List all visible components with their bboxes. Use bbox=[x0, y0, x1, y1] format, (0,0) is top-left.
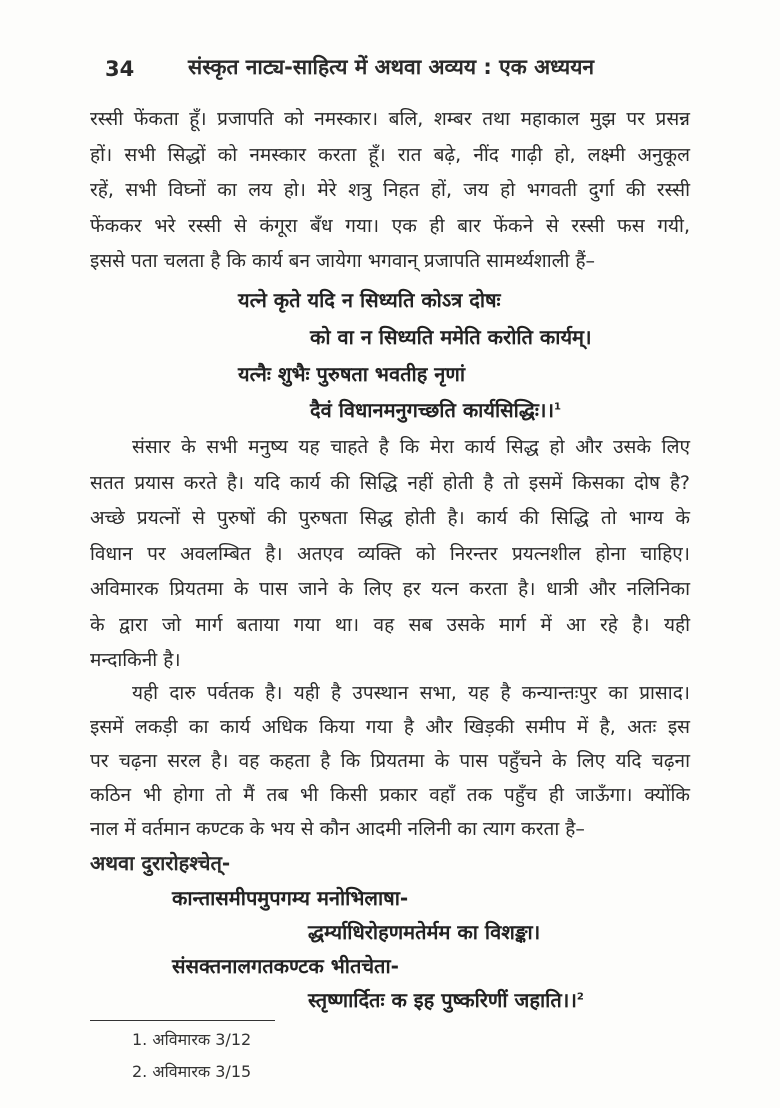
text-line: विधान पर अवलम्बित है। अतएव व्यक्ति को निरन्तर प्रयत्नशील होना चाहिए। bbox=[90, 542, 690, 565]
text-line: संसार के सभी मनुष्य यह चाहते है कि मेरा कार्य सिद्ध हो और उसके लिए bbox=[132, 436, 690, 458]
verse-line bbox=[310, 394, 561, 426]
paragraph-2 bbox=[90, 430, 690, 679]
text-line: रहें, सभी विघ्नों का लय हो। मेरे शत्रु निहत हों, जय हो भगवती दुर्गा की रस्सी bbox=[90, 179, 690, 201]
page-number: 34 bbox=[105, 57, 135, 81]
text-line: अच्छे प्रयत्नों से पुरुषों की पुरुषता सिद्ध होती है। कार्य की सिद्धि तो भाग्य के bbox=[90, 507, 690, 529]
footnote-divider bbox=[90, 1020, 275, 1021]
text-line: कठिन भी होगा तो मैं तब भी किसी प्रकार वहाँ तक पहुँच ही जाऊँगा। क्योंकि bbox=[90, 784, 690, 806]
verse-line: कान्तासमीपमुपगम्य मनोभिलाषा- bbox=[172, 886, 409, 910]
bold-heading-line: अथवा दुरारोहश्चेत्- bbox=[90, 851, 231, 875]
text-line: इससे पता चलता है कि कार्य बन जायेगा भगवान् प्रजापति सामर्थ्यशाली हैं– bbox=[90, 250, 596, 272]
text-line: सतत प्रयास करते है। यदि कार्य की सिद्धि नहीं होती है तो इसमें किसका दोष है? bbox=[90, 471, 690, 494]
verse-text: दैवं विधानमनुगच्छति कार्यसिद्धिः।। bbox=[310, 398, 555, 422]
verse-line: यत्नैः शुभैः पुरुषता भवतीह नृणां bbox=[238, 362, 466, 386]
text-line: अविमारक प्रियतमा के पास जाने के लिए हर यत्न करता है। धात्री और नलिनिका bbox=[90, 578, 690, 600]
footnote-mark: 2 bbox=[576, 991, 584, 1003]
verse-line bbox=[308, 984, 584, 1016]
text-line: रस्सी फेंकता हूँ। प्रजापति को नमस्कार। बलि, शम्बर तथा महाकाल मुझ पर प्रसन्न bbox=[90, 108, 690, 130]
verse-line: संसक्तनालगतकण्टक भीतचेता- bbox=[172, 954, 399, 978]
text-line: मन्दाकिनी है। bbox=[90, 649, 181, 671]
text-line: हों। सभी सिद्धों को नमस्कार करता हूँ। रात बढ़े, नींद गाढ़ी हो, लक्ष्मी अनुकूल bbox=[90, 143, 690, 166]
text-line: फेंककर भरे रस्सी से कंगूरा बँध गया। एक ही बार फेंकने से रस्सी फस गयी, bbox=[90, 214, 690, 237]
text-line: पर चढ़ना सरल है। वह कहता है कि प्रियतमा के पास पहुँचने के लिए यदि चढ़ना bbox=[90, 750, 690, 772]
text-line: नाल में वर्तमान कण्टक के भय से कौन आदमी नलिनी का त्याग करता है– bbox=[90, 818, 585, 840]
footnote-1: 1. अविमारक 3/12 bbox=[132, 1030, 252, 1049]
verse-line: को वा न सिध्यति ममेति करोति कार्यम्। bbox=[310, 325, 592, 349]
text-line: इसमें लकड़ी का कार्य अधिक किया गया है और खिड़की समीप में है, अतः इस bbox=[90, 716, 690, 738]
text-line: यही दारु पर्वतक है। यही है उपस्थान सभा, यह है कन्यान्तःपुर का प्रासाद। bbox=[132, 682, 690, 704]
text-line: के द्वारा जो मार्ग बताया गया था। वह सब उसके मार्ग में आ रहे है। यही bbox=[90, 613, 690, 636]
footnote-2: 2. अविमारक 3/15 bbox=[132, 1062, 252, 1081]
footnote-mark: 1 bbox=[554, 401, 561, 413]
running-title: संस्कृत नाट्य-साहित्य में अथवा अव्यय : एक अध्ययन bbox=[188, 55, 595, 79]
verse-line: यत्ने कृते यदि न सिध्यति कोऽत्र दोषः bbox=[238, 288, 501, 312]
verse-text: स्तृष्णार्दितः क इह पुष्करिणीं जहाति।। bbox=[308, 988, 577, 1012]
paragraph-3 bbox=[90, 676, 690, 880]
verse-line: द्धर्म्याधिरोहणमतेर्मम का विशङ्का। bbox=[308, 920, 541, 944]
paragraph-1 bbox=[90, 102, 690, 280]
